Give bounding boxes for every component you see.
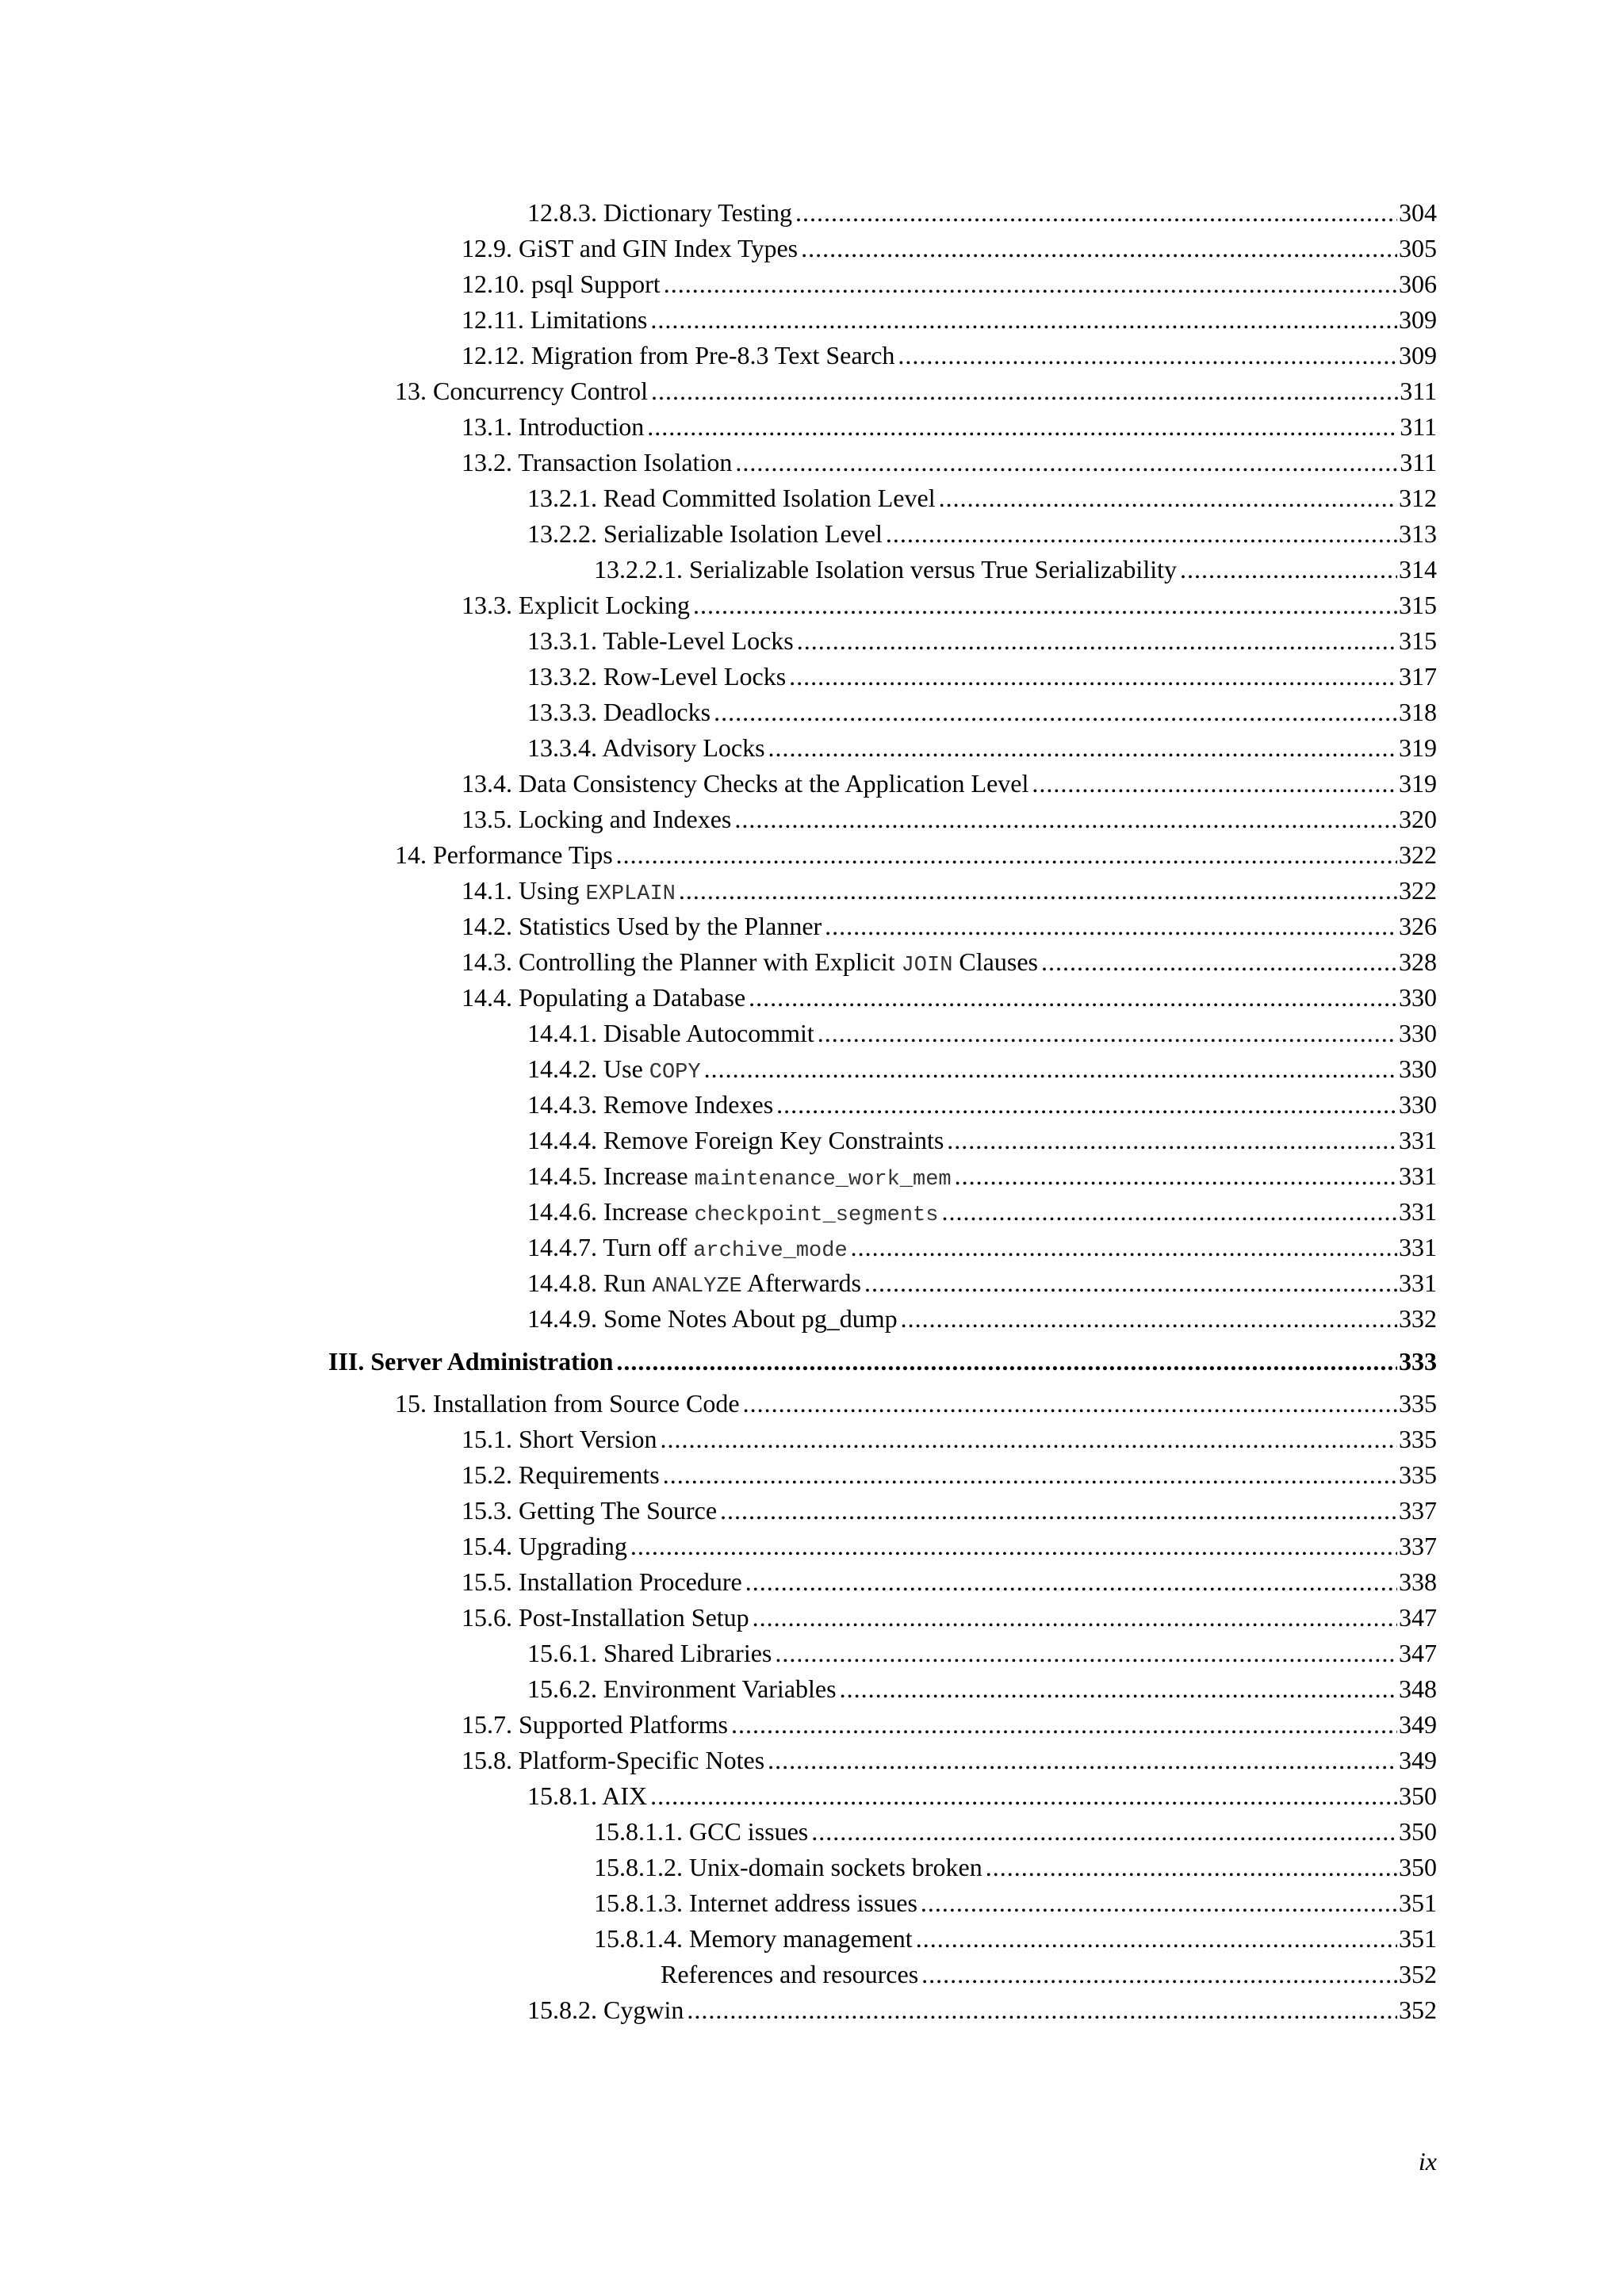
dot-leader bbox=[651, 373, 1398, 409]
toc-entry-title bbox=[462, 1529, 627, 1564]
toc-entry[interactable] bbox=[328, 231, 1437, 266]
toc-entry[interactable] bbox=[328, 445, 1437, 480]
toc-entry-title bbox=[462, 409, 644, 445]
toc-entry-page: 331 bbox=[1399, 1269, 1437, 1297]
toc-entry-page: 347 bbox=[1399, 1603, 1437, 1632]
toc-entry-title bbox=[462, 1600, 749, 1636]
toc-entry-code: checkpoint_segments bbox=[694, 1203, 939, 1227]
toc-entry-page: 352 bbox=[1399, 1960, 1437, 1988]
toc-entry[interactable] bbox=[328, 195, 1437, 231]
toc-entry-title bbox=[527, 1051, 701, 1091]
dot-leader bbox=[939, 480, 1397, 516]
toc-entry-title bbox=[462, 1493, 717, 1529]
toc-entry-page: 331 bbox=[1399, 1126, 1437, 1154]
toc-entry-text: 12.10. psql Support bbox=[462, 270, 661, 298]
toc-entry-title bbox=[462, 1743, 764, 1778]
toc-entry-text: Afterwards bbox=[741, 1269, 861, 1297]
toc-entry-page: 305 bbox=[1399, 234, 1437, 262]
dot-leader bbox=[986, 1850, 1397, 1885]
dot-leader bbox=[650, 1778, 1397, 1814]
dot-leader bbox=[661, 1422, 1397, 1457]
toc-entry-title bbox=[462, 338, 894, 373]
dot-leader bbox=[687, 1992, 1397, 2028]
toc-entry-title bbox=[527, 480, 936, 516]
toc-entry-title bbox=[594, 1921, 913, 1957]
toc-entry[interactable] bbox=[328, 1636, 1437, 1671]
toc-entry-title bbox=[527, 1636, 772, 1671]
toc-entry-page: 311 bbox=[1400, 377, 1437, 405]
dot-leader bbox=[714, 695, 1397, 730]
toc-entry-page: 335 bbox=[1399, 1460, 1437, 1489]
toc-entry-page: 348 bbox=[1399, 1674, 1437, 1703]
toc-entry[interactable] bbox=[328, 980, 1437, 1016]
toc-entry-text: 13.3. Explicit Locking bbox=[462, 591, 690, 619]
toc-entry-page: 338 bbox=[1399, 1567, 1437, 1596]
dot-leader bbox=[901, 1301, 1397, 1337]
toc-entry[interactable] bbox=[328, 266, 1437, 302]
toc-entry-text: 14. Performance Tips bbox=[395, 840, 613, 869]
toc-entry-page: 326 bbox=[1399, 912, 1437, 940]
toc-entry[interactable] bbox=[328, 802, 1437, 837]
toc-entry-title bbox=[527, 1123, 944, 1158]
toc-entry-page: 317 bbox=[1399, 662, 1437, 691]
toc-entry-page: 311 bbox=[1400, 448, 1437, 476]
toc-entry-code: EXPLAIN bbox=[585, 882, 676, 906]
toc-entry-page: 318 bbox=[1399, 698, 1437, 726]
toc-entry[interactable] bbox=[328, 1123, 1437, 1158]
toc-entry-title bbox=[462, 445, 732, 480]
toc-entry-text: 13.2. Transaction Isolation bbox=[462, 448, 733, 476]
toc-entry-text: 12.8.3. Dictionary Testing bbox=[527, 198, 793, 227]
dot-leader bbox=[921, 1957, 1397, 1992]
toc-entry-text: 14.4.3. Remove Indexes bbox=[527, 1090, 774, 1119]
toc-entry-page: 311 bbox=[1400, 412, 1437, 441]
toc-entry[interactable] bbox=[328, 480, 1437, 516]
dot-leader bbox=[776, 1087, 1397, 1123]
toc-entry-title bbox=[594, 552, 1177, 587]
toc-entry-text: 14.2. Statistics Used by the Planner bbox=[462, 912, 822, 940]
toc-entry-code: ANALYZE bbox=[652, 1275, 742, 1299]
dot-leader bbox=[735, 445, 1398, 480]
dot-leader bbox=[1041, 944, 1397, 980]
toc-entry-title bbox=[527, 659, 786, 695]
toc-entry[interactable] bbox=[328, 1564, 1437, 1600]
toc-entry[interactable] bbox=[328, 1301, 1437, 1337]
toc-entry-text: 13.5. Locking and Indexes bbox=[462, 805, 732, 833]
dot-leader bbox=[797, 623, 1397, 659]
toc-entry-text: 13.4. Data Consistency Checks at the Application Level bbox=[462, 769, 1029, 798]
dot-leader bbox=[616, 837, 1397, 873]
toc-entry-title bbox=[462, 302, 647, 338]
toc-entry[interactable] bbox=[328, 587, 1437, 623]
dot-leader bbox=[743, 1386, 1397, 1422]
toc-entry[interactable] bbox=[328, 909, 1437, 944]
toc-entry-page: 349 bbox=[1399, 1710, 1437, 1739]
toc-entry-code: JOIN bbox=[901, 954, 953, 978]
toc-entry-code: archive_mode bbox=[693, 1239, 848, 1263]
toc-entry-text: 15. Installation from Source Code bbox=[395, 1389, 740, 1418]
dot-leader bbox=[768, 1743, 1397, 1778]
toc-entry-title bbox=[527, 730, 765, 766]
toc-entry-page: 331 bbox=[1399, 1197, 1437, 1226]
toc-entry-page: 350 bbox=[1399, 1853, 1437, 1881]
toc-entry-page: 304 bbox=[1399, 198, 1437, 227]
toc-entry-text: 15.8.1.2. Unix-domain sockets broken bbox=[594, 1853, 982, 1881]
toc-entry-page: 309 bbox=[1399, 341, 1437, 369]
toc-entry-title bbox=[527, 1671, 837, 1707]
dot-leader bbox=[921, 1885, 1397, 1921]
toc-entry-title bbox=[462, 266, 661, 302]
dot-leader bbox=[886, 516, 1397, 552]
dot-leader bbox=[664, 266, 1397, 302]
dot-leader bbox=[811, 1814, 1397, 1850]
dot-leader bbox=[775, 1636, 1397, 1671]
toc-entry-text: 15.5. Installation Procedure bbox=[462, 1567, 742, 1596]
toc-entry-title bbox=[462, 802, 731, 837]
toc-entry[interactable] bbox=[328, 944, 1437, 980]
toc-entry-page: 351 bbox=[1399, 1888, 1437, 1917]
toc-entry-title bbox=[527, 195, 792, 231]
toc-entry[interactable] bbox=[328, 695, 1437, 730]
toc-entry-text: 14.4. Populating a Database bbox=[462, 983, 746, 1012]
toc-entry[interactable] bbox=[328, 1957, 1437, 1992]
toc-entry-title bbox=[395, 837, 613, 873]
dot-leader bbox=[768, 730, 1397, 766]
dot-leader bbox=[801, 231, 1397, 266]
toc-entry-page: 315 bbox=[1399, 626, 1437, 655]
toc-entry-title bbox=[462, 1707, 728, 1743]
dot-leader bbox=[789, 659, 1397, 695]
toc-entry-page: 313 bbox=[1399, 519, 1437, 548]
toc-entry-text: 14.4.9. Some Notes About pg_dump bbox=[527, 1304, 898, 1333]
toc-entry-text: 14.4.7. Turn off bbox=[527, 1233, 694, 1261]
toc-entry-text: 15.6. Post-Installation Setup bbox=[462, 1603, 749, 1632]
toc-entry[interactable] bbox=[328, 409, 1437, 445]
toc-entry[interactable] bbox=[328, 1386, 1437, 1422]
toc-entry-text: 14.1. Using bbox=[462, 876, 586, 905]
toc-entry-text: 13.2.2. Serializable Isolation Level bbox=[527, 519, 883, 548]
toc-entry[interactable] bbox=[328, 1265, 1437, 1301]
toc-entry-title bbox=[527, 1158, 952, 1198]
toc-entry-code: COPY bbox=[649, 1061, 701, 1085]
toc-entry-page: 330 bbox=[1399, 983, 1437, 1012]
toc-entry-title bbox=[395, 1386, 740, 1422]
toc-entry-text: III. Server Administration bbox=[328, 1347, 614, 1376]
dot-leader bbox=[693, 587, 1397, 623]
toc-entry-page: 319 bbox=[1399, 769, 1437, 798]
toc-entry-title bbox=[527, 1194, 938, 1234]
toc-entry[interactable] bbox=[328, 1707, 1437, 1743]
toc-entry-page: 322 bbox=[1399, 876, 1437, 905]
toc-entry-page: 331 bbox=[1399, 1233, 1437, 1261]
toc-entry[interactable] bbox=[328, 1671, 1437, 1707]
toc-entry-text: 15.8.2. Cygwin bbox=[527, 1996, 684, 2024]
dot-leader bbox=[818, 1016, 1397, 1051]
toc-entry[interactable] bbox=[328, 1016, 1437, 1051]
dot-leader bbox=[1032, 766, 1397, 802]
toc-entry-page: 335 bbox=[1399, 1425, 1437, 1453]
dot-leader bbox=[704, 1051, 1397, 1087]
toc-entry[interactable] bbox=[328, 873, 1437, 909]
toc-entry-title bbox=[462, 766, 1028, 802]
dot-leader bbox=[840, 1671, 1397, 1707]
toc-entry-title bbox=[462, 873, 676, 913]
toc-entry-page: 333 bbox=[1399, 1347, 1437, 1376]
dot-leader bbox=[898, 338, 1397, 373]
toc-entry-title bbox=[527, 1992, 684, 2028]
toc-entry-title bbox=[594, 1850, 982, 1885]
toc-entry-text: 13.2.2.1. Serializable Isolation versus True Serializability bbox=[594, 555, 1177, 584]
toc-entry[interactable] bbox=[328, 1885, 1437, 1921]
toc-entry-text: Clauses bbox=[952, 947, 1038, 976]
toc-entry[interactable] bbox=[328, 1230, 1437, 1265]
toc-entry-title bbox=[527, 1087, 773, 1123]
toc-entry-title bbox=[527, 516, 883, 552]
toc-entry-text: 13.3.3. Deadlocks bbox=[527, 698, 711, 726]
toc-entry-text: 15.1. Short Version bbox=[462, 1425, 657, 1453]
toc-entry[interactable] bbox=[328, 766, 1437, 802]
toc-entry-title bbox=[462, 587, 690, 623]
toc-entry[interactable] bbox=[328, 302, 1437, 338]
toc-entry[interactable] bbox=[328, 1743, 1437, 1778]
toc-entry[interactable] bbox=[328, 730, 1437, 766]
toc-entry-text: 12.11. Limitations bbox=[462, 305, 648, 334]
toc-entry-code: maintenance_work_mem bbox=[694, 1168, 952, 1192]
toc-entry-page: 331 bbox=[1399, 1161, 1437, 1190]
toc-entry-title bbox=[527, 1778, 647, 1814]
toc-entry[interactable] bbox=[328, 1600, 1437, 1636]
toc-entry-page: 330 bbox=[1399, 1090, 1437, 1119]
toc-entry-title bbox=[527, 1301, 898, 1337]
toc-entry-title bbox=[594, 1814, 808, 1850]
toc-entry-page: 347 bbox=[1399, 1639, 1437, 1667]
toc-entry-title bbox=[462, 944, 1038, 984]
toc-entry-page: 320 bbox=[1399, 805, 1437, 833]
toc-entry-text: 15.6.2. Environment Variables bbox=[527, 1674, 837, 1703]
toc-entry-text: 12.9. GiST and GIN Index Types bbox=[462, 234, 799, 262]
toc-entry-page: 322 bbox=[1399, 840, 1437, 869]
toc-entry-page: 330 bbox=[1399, 1019, 1437, 1047]
toc-entry-text: 14.3. Controlling the Planner with Explicit bbox=[462, 947, 902, 976]
toc-entry-text: 15.4. Upgrading bbox=[462, 1532, 627, 1560]
toc-entry-text: 13.3.2. Row-Level Locks bbox=[527, 662, 787, 691]
dot-leader bbox=[650, 302, 1397, 338]
toc-entry-text: 14.4.8. Run bbox=[527, 1269, 653, 1297]
dot-leader bbox=[679, 873, 1397, 909]
toc-entry-page: 314 bbox=[1399, 555, 1437, 584]
toc-entry-title bbox=[462, 1422, 657, 1457]
toc-entry[interactable] bbox=[328, 837, 1437, 873]
toc-entry-text: 15.8.1.3. Internet address issues bbox=[594, 1888, 917, 1917]
toc-entry-text: 14.4.6. Increase bbox=[527, 1197, 695, 1226]
toc-entry[interactable] bbox=[328, 1087, 1437, 1123]
toc-entry-title bbox=[462, 909, 822, 944]
toc-entry-title bbox=[395, 373, 648, 409]
toc-entry-title bbox=[661, 1957, 918, 1992]
toc-entry-title bbox=[462, 1457, 660, 1493]
toc-entry-title bbox=[527, 695, 710, 730]
toc-entry[interactable] bbox=[328, 1051, 1437, 1087]
dot-leader bbox=[916, 1921, 1397, 1957]
toc-entry[interactable] bbox=[328, 1992, 1437, 2028]
toc-entry-page: 349 bbox=[1399, 1746, 1437, 1774]
toc-entry[interactable] bbox=[328, 1921, 1437, 1957]
toc-entry-text: References and resources bbox=[661, 1960, 919, 1988]
page-number: ix bbox=[1418, 2147, 1437, 2175]
dot-leader bbox=[825, 909, 1397, 944]
toc-entry-page: 319 bbox=[1399, 733, 1437, 762]
toc-part-entry[interactable] bbox=[328, 1340, 1437, 1383]
toc-entry-title bbox=[527, 1265, 861, 1305]
toc-entry-text: 15.8.1.1. GCC issues bbox=[594, 1817, 809, 1846]
toc-entry[interactable] bbox=[328, 1814, 1437, 1850]
toc-entry-title bbox=[462, 980, 745, 1016]
dot-leader bbox=[745, 1564, 1397, 1600]
toc-entry-text: 12.12. Migration from Pre-8.3 Text Search bbox=[462, 341, 895, 369]
toc-entry-page: 352 bbox=[1399, 1996, 1437, 2024]
dot-leader bbox=[795, 195, 1397, 231]
toc-entry-page: 350 bbox=[1399, 1781, 1437, 1810]
toc-entry[interactable] bbox=[328, 1493, 1437, 1529]
toc-entry-page: 337 bbox=[1399, 1496, 1437, 1525]
toc-entry-page: 350 bbox=[1399, 1817, 1437, 1846]
dot-leader bbox=[663, 1457, 1397, 1493]
toc-entry-text: 15.8.1.4. Memory management bbox=[594, 1924, 913, 1953]
dot-leader bbox=[749, 980, 1397, 1016]
toc-entry-text: 13.1. Introduction bbox=[462, 412, 645, 441]
toc-entry-text: 14.4.5. Increase bbox=[527, 1161, 695, 1190]
toc-entry-page: 335 bbox=[1399, 1389, 1437, 1418]
toc-entry[interactable] bbox=[328, 659, 1437, 695]
toc-entry-text: 13. Concurrency Control bbox=[395, 377, 649, 405]
toc-entry[interactable] bbox=[328, 1850, 1437, 1885]
toc-entry[interactable] bbox=[328, 338, 1437, 373]
toc-entry-page: 328 bbox=[1399, 947, 1437, 976]
toc-entry-text: 14.4.2. Use bbox=[527, 1054, 649, 1083]
toc-entry-text: 13.3.4. Advisory Locks bbox=[527, 733, 765, 762]
toc-entry-text: 13.3.1. Table-Level Locks bbox=[527, 626, 794, 655]
toc-entry-text: 15.3. Getting The Source bbox=[462, 1496, 718, 1525]
toc-entry-page: 309 bbox=[1399, 305, 1437, 334]
toc-entry[interactable] bbox=[328, 1457, 1437, 1493]
toc-entry[interactable] bbox=[328, 1778, 1437, 1814]
toc-entry-title bbox=[527, 623, 794, 659]
toc-entry-text: 14.4.1. Disable Autocommit bbox=[527, 1019, 814, 1047]
dot-leader bbox=[753, 1600, 1397, 1636]
toc-entry[interactable] bbox=[328, 373, 1437, 409]
toc-entry-title bbox=[462, 231, 798, 266]
toc-entry-text: 15.7. Supported Platforms bbox=[462, 1710, 728, 1739]
toc-entry-text: 15.6.1. Shared Libraries bbox=[527, 1639, 772, 1667]
toc-entry-text: 15.2. Requirements bbox=[462, 1460, 660, 1489]
toc-entry-title bbox=[462, 1564, 742, 1600]
dot-leader bbox=[720, 1493, 1397, 1529]
toc-entry[interactable] bbox=[328, 1194, 1437, 1230]
dot-leader bbox=[955, 1158, 1397, 1194]
toc-entry-text: 14.4.4. Remove Foreign Key Constraints bbox=[527, 1126, 944, 1154]
toc-entry-title bbox=[328, 1340, 613, 1383]
toc-entry-page: 306 bbox=[1399, 270, 1437, 298]
toc-entry-page: 337 bbox=[1399, 1532, 1437, 1560]
toc-entry-title bbox=[527, 1016, 814, 1051]
toc-entry[interactable] bbox=[328, 1422, 1437, 1457]
dot-leader bbox=[851, 1230, 1397, 1265]
dot-leader bbox=[616, 1340, 1397, 1383]
toc-entry-page: 351 bbox=[1399, 1924, 1437, 1953]
toc-entry[interactable] bbox=[328, 552, 1437, 587]
toc-entry-page: 332 bbox=[1399, 1304, 1437, 1333]
toc-entry[interactable] bbox=[328, 623, 1437, 659]
toc-entry[interactable] bbox=[328, 1529, 1437, 1564]
toc-entry-page: 312 bbox=[1399, 484, 1437, 512]
toc-entry-text: 13.2.1. Read Committed Isolation Level bbox=[527, 484, 936, 512]
toc-entry[interactable] bbox=[328, 1158, 1437, 1194]
dot-leader bbox=[941, 1194, 1397, 1230]
dot-leader bbox=[630, 1529, 1397, 1564]
dot-leader bbox=[947, 1123, 1397, 1158]
toc-entry[interactable] bbox=[328, 516, 1437, 552]
toc-entry-title bbox=[594, 1885, 917, 1921]
dot-leader bbox=[734, 802, 1397, 837]
dot-leader bbox=[1180, 552, 1397, 587]
toc-entry-text: 15.8. Platform-Specific Notes bbox=[462, 1746, 765, 1774]
toc-entry-page: 330 bbox=[1399, 1054, 1437, 1083]
dot-leader bbox=[731, 1707, 1397, 1743]
toc-entry-text: 15.8.1. AIX bbox=[527, 1781, 648, 1810]
toc-entry-page: 315 bbox=[1399, 591, 1437, 619]
dot-leader bbox=[864, 1265, 1397, 1301]
toc-entry-title bbox=[527, 1230, 848, 1269]
dot-leader bbox=[647, 409, 1398, 445]
table-of-contents bbox=[328, 195, 1437, 2028]
